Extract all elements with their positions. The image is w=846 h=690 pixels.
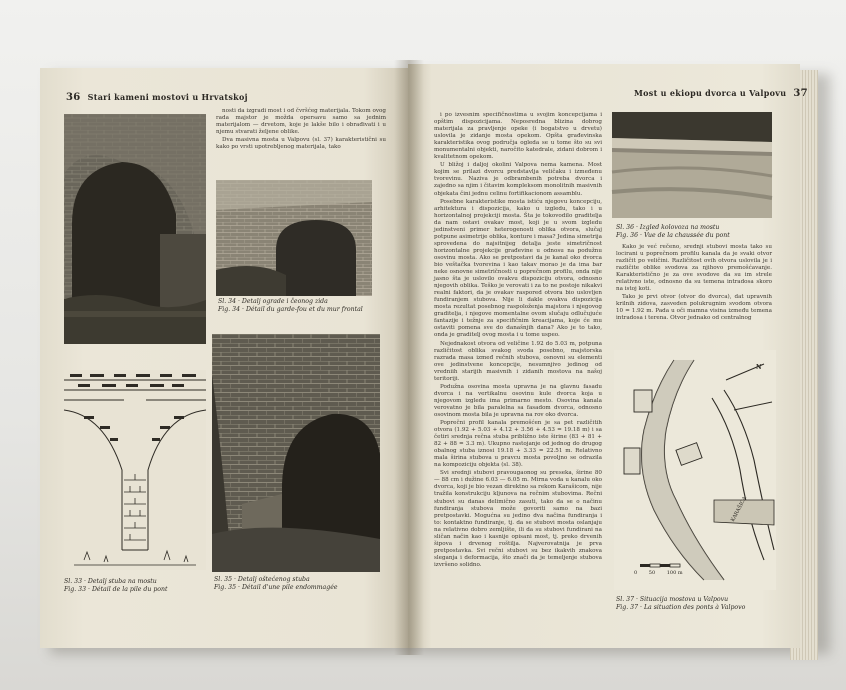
right-running-head <box>634 88 808 99</box>
caption-fig33-sl: Sl. 33 · Detalj stuba na mostu <box>64 578 157 585</box>
right-page <box>408 64 808 648</box>
caption-fig36 <box>616 224 730 240</box>
right-paragraph: Svi srednji stubovi pravougaonog su preseka, širine 80 — 88 cm i dužine 6.03 — 6.05 m. Mirna voda u kanalu oko dvorca, koji je bio vezan direktno sa rekom Karašicom, nije tražila konstrukciju kljunova na rečnim stubovima. Rečni stubovi su danas delimično zasuti, tako da se o načinu fundiranja stubova može govoriti samo na bazi pretpostavki. Mogućna su jedino dva načina fundiranja i to: kontaktno fundiranje, tj. da se stubovi mosta oslanjaju na relativno dobro zemljište, ili da su stubovi fundirani na sličan način kao i kasnije opisani most, tj. preko drvenih šipova i drvenog roštilja. Najverovatnija je prva pretpostavka. Svi rečni stubovi su bez ikakvih znakova sleganja i deformacija, što znači da je temeljenje stubova izvršeno solidno. <box>434 470 602 568</box>
caption-fig33 <box>64 578 168 594</box>
map-scale-label: 100 m <box>666 570 683 576</box>
caption-fig34-fig: Fig. 34 · Détail du garde-fou et du mur frontal <box>218 306 363 313</box>
map-scale-bar <box>634 570 683 576</box>
right-paragraph: Nejednakost otvora od veličine 1.92 do 5.03 m, potpuna različitost oblika svakog svoda posebno, majstorska razrada masa izmeđ rečnih stubova, osnovni su elementi ove jedinstvene koncepcije, nesumnjivo jedinog od vredniih starijih masivnih i zidanih mostova na našoj teritoriji. <box>434 340 602 382</box>
left-running-title: Stari kameni mostovi u Hrvatskoj <box>87 92 248 102</box>
right-paragraph: U bližoj i daljoj okolini Valpova nema kamena. Most kojim se prilazi dvorcu predstavlja veličaku i izmeđenu tvorevinu. Naziva je odbrambenih potreba dvorca i zajedno sa njim i čitavim kompleksom monolitnih masivnih objekata čini jednu celinu fortifikacionom assamblu. <box>434 162 602 197</box>
photo-wall-detail <box>216 180 372 296</box>
left-page-number: 36 <box>66 92 81 103</box>
caption-fig35-sl: Sl. 35 · Detalj oštećenog stuba <box>214 576 310 583</box>
left-text-column <box>216 108 386 178</box>
caption-fig33-fig: Fig. 33 · Détail de la pile du pont <box>64 586 168 593</box>
caption-fig35 <box>214 576 338 592</box>
right-page-number: 37 <box>793 88 808 99</box>
caption-fig36-sl: Sl. 36 · Izgled kolovoza na mostu <box>616 224 720 231</box>
caption-fig34-sl: Sl. 34 · Detalj ograde i čeonog zida <box>218 298 328 305</box>
map-scale-label: 0 <box>634 570 638 576</box>
left-running-head <box>66 92 248 103</box>
caption-fig37-sl: Sl. 37 · Situacija mostova u Valpovu <box>616 596 729 603</box>
map-bridges-situation <box>614 350 776 590</box>
photo-damaged-pier <box>212 334 380 572</box>
caption-fig34 <box>218 298 363 314</box>
right-paragraph: Tako je prvi otvor (otvor do dvorca), dat upravnih krilnih zidova, zasveden polukrugnim svodom otvora 10 = 1.92 m. Pada u oči mamna visina između temena intradosa i terena. Otvor jednako od centralnog <box>616 294 772 322</box>
photo-roadway <box>612 112 772 218</box>
right-paragraph: i po izvesnim specifičnostima u svojim koncepcijama i opštim dispozicijama. Neposredna blizina dobrog materijala za pravljenje opeke (i bogatstvo u drvetu) uslovila je zidanje mosta opekom. Opšta građevinska karakteristika ovog područja ogleda se u tome što su svi monumentalni objekti, naročito katedrale, zidani dobrom i kvalitetnom opekom. <box>434 112 602 161</box>
right-paragraph: Poprečni profil kanala premošćen je sa pet različitih otvora (1.92 + 5.03 + 4.12 + 3.56 + 4.53 = 19.18 m) i sa četiri srednja rečna stuba približno iste širine (83 + 81 + 82 + 88 = 3.3 m). Ukupno rastojanje od jednog do drugog obalnog stuba iznosi 19.18 + 3.33 = 22.51 m. Relativno mala širina stubova u pravcu mosta povoljno se odrazila na kompoziciju objekta (sl. 38). <box>434 420 602 469</box>
caption-fig36-fig: Fig. 36 · Vue de la chaussée du pont <box>616 232 730 239</box>
left-paragraph: nosti da izgradi most i od čvršćeg materijala. Tokom ovog rada majstor je možda opersavu samo sa jednim materijalom — drvetom, koje je lakše bilo i obrađivati i u njemu stvarati željene oblike. <box>216 108 386 136</box>
drawing-pier-sketch <box>64 370 206 570</box>
right-paragraph: Posebne karakteristike mosta istiću njegovu koncepciju, arhitektura i dispozicija, kako u izgledu, tako i u horizontalnoj projekciji mosta. Šta je tokovodilo graditelja da nam ostavi ovakav most, koji je u svom izgledu jedinstveni primer heterogenosti oblika otvora, slučaj potpune asimetrije oblika, konture i masa? Jedina simetrija sprovedena do najsitnijeg detalja jeste simetričnost horizontalne projekcije građevine u odnosu na podužnu osovinu mosta. Ako se pretpostavi da je kanal oko dvorca bio veštačka tvorevina i kao takav morao je da ima bar neke osnovne simetričnosti u poprečnom profilu, onda nije jasno šta je uslovilo ovakvu dispoziciju otvora, odnosno njegovih oblika. Teško je verovati i za to ne postoje nikakvi realni faktori, da je ovakav raspored otvora bio uslovljen fundiranjem stubova. Nije li dakle ovakva dispozicija mosta rezultat posebnog raspoloženja majstora i njegovog graditelja, i njegove momentalne ovom slučaju odlučujuće fantazije i težnje za specifičnim kreacijama, koje će mu ostaviti pomena sve do današnjih dana? Ako je to tako, onda je graditelj ovog mosta i u tome uspeo. <box>434 198 602 339</box>
photo-arch-pier <box>64 114 206 344</box>
right-paragraph: Podužna osovina mosta upravna je na glavnu fasadu dvorca i na vertikalnu osovinu kule dvorca koja u njegovom izgledu ima primarno mesto. Osovina kanala verovatno je bila paralelna sa fasadom dvorca, odnosno osovinom mosta bila je upravna na rov oko dvorca. <box>434 383 602 418</box>
right-paragraph: Kako je već rečeno, srednji stubovi mosta tako su locirani u poprečnom profilu kanala da je svaki otvor različit po veličini. Različitost ovih otvora uslovila je i različite oblike svodova za njihovo premošćavanje. Karakteristično je za ove svodove da su im strele relativno iste, odnosno da su temena intradosa skoro na istoj koti. <box>616 244 772 293</box>
map-river-label: KARAŠICA <box>730 495 749 523</box>
book-spine-shadow <box>394 60 424 655</box>
right-running-title: Most u ekiopu dvorca u Valpovu <box>634 88 787 98</box>
map-north-label: N <box>756 364 762 371</box>
left-page <box>40 68 408 648</box>
caption-fig35-fig: Fig. 35 · Détail d'une pile endommagée <box>214 584 338 591</box>
map-scale-label: 50 <box>648 570 656 576</box>
caption-fig37-fig: Fig. 37 · La situation des ponts à Valpovo <box>616 604 746 611</box>
caption-fig37 <box>616 596 745 612</box>
left-paragraph: Dva masivna mosta u Valpovu (sl. 37) karakteristični su kako po vrsti upotrebljenog materijala, tako <box>216 137 386 151</box>
right-text-column <box>434 112 602 632</box>
right-text-column-2 <box>616 244 772 344</box>
